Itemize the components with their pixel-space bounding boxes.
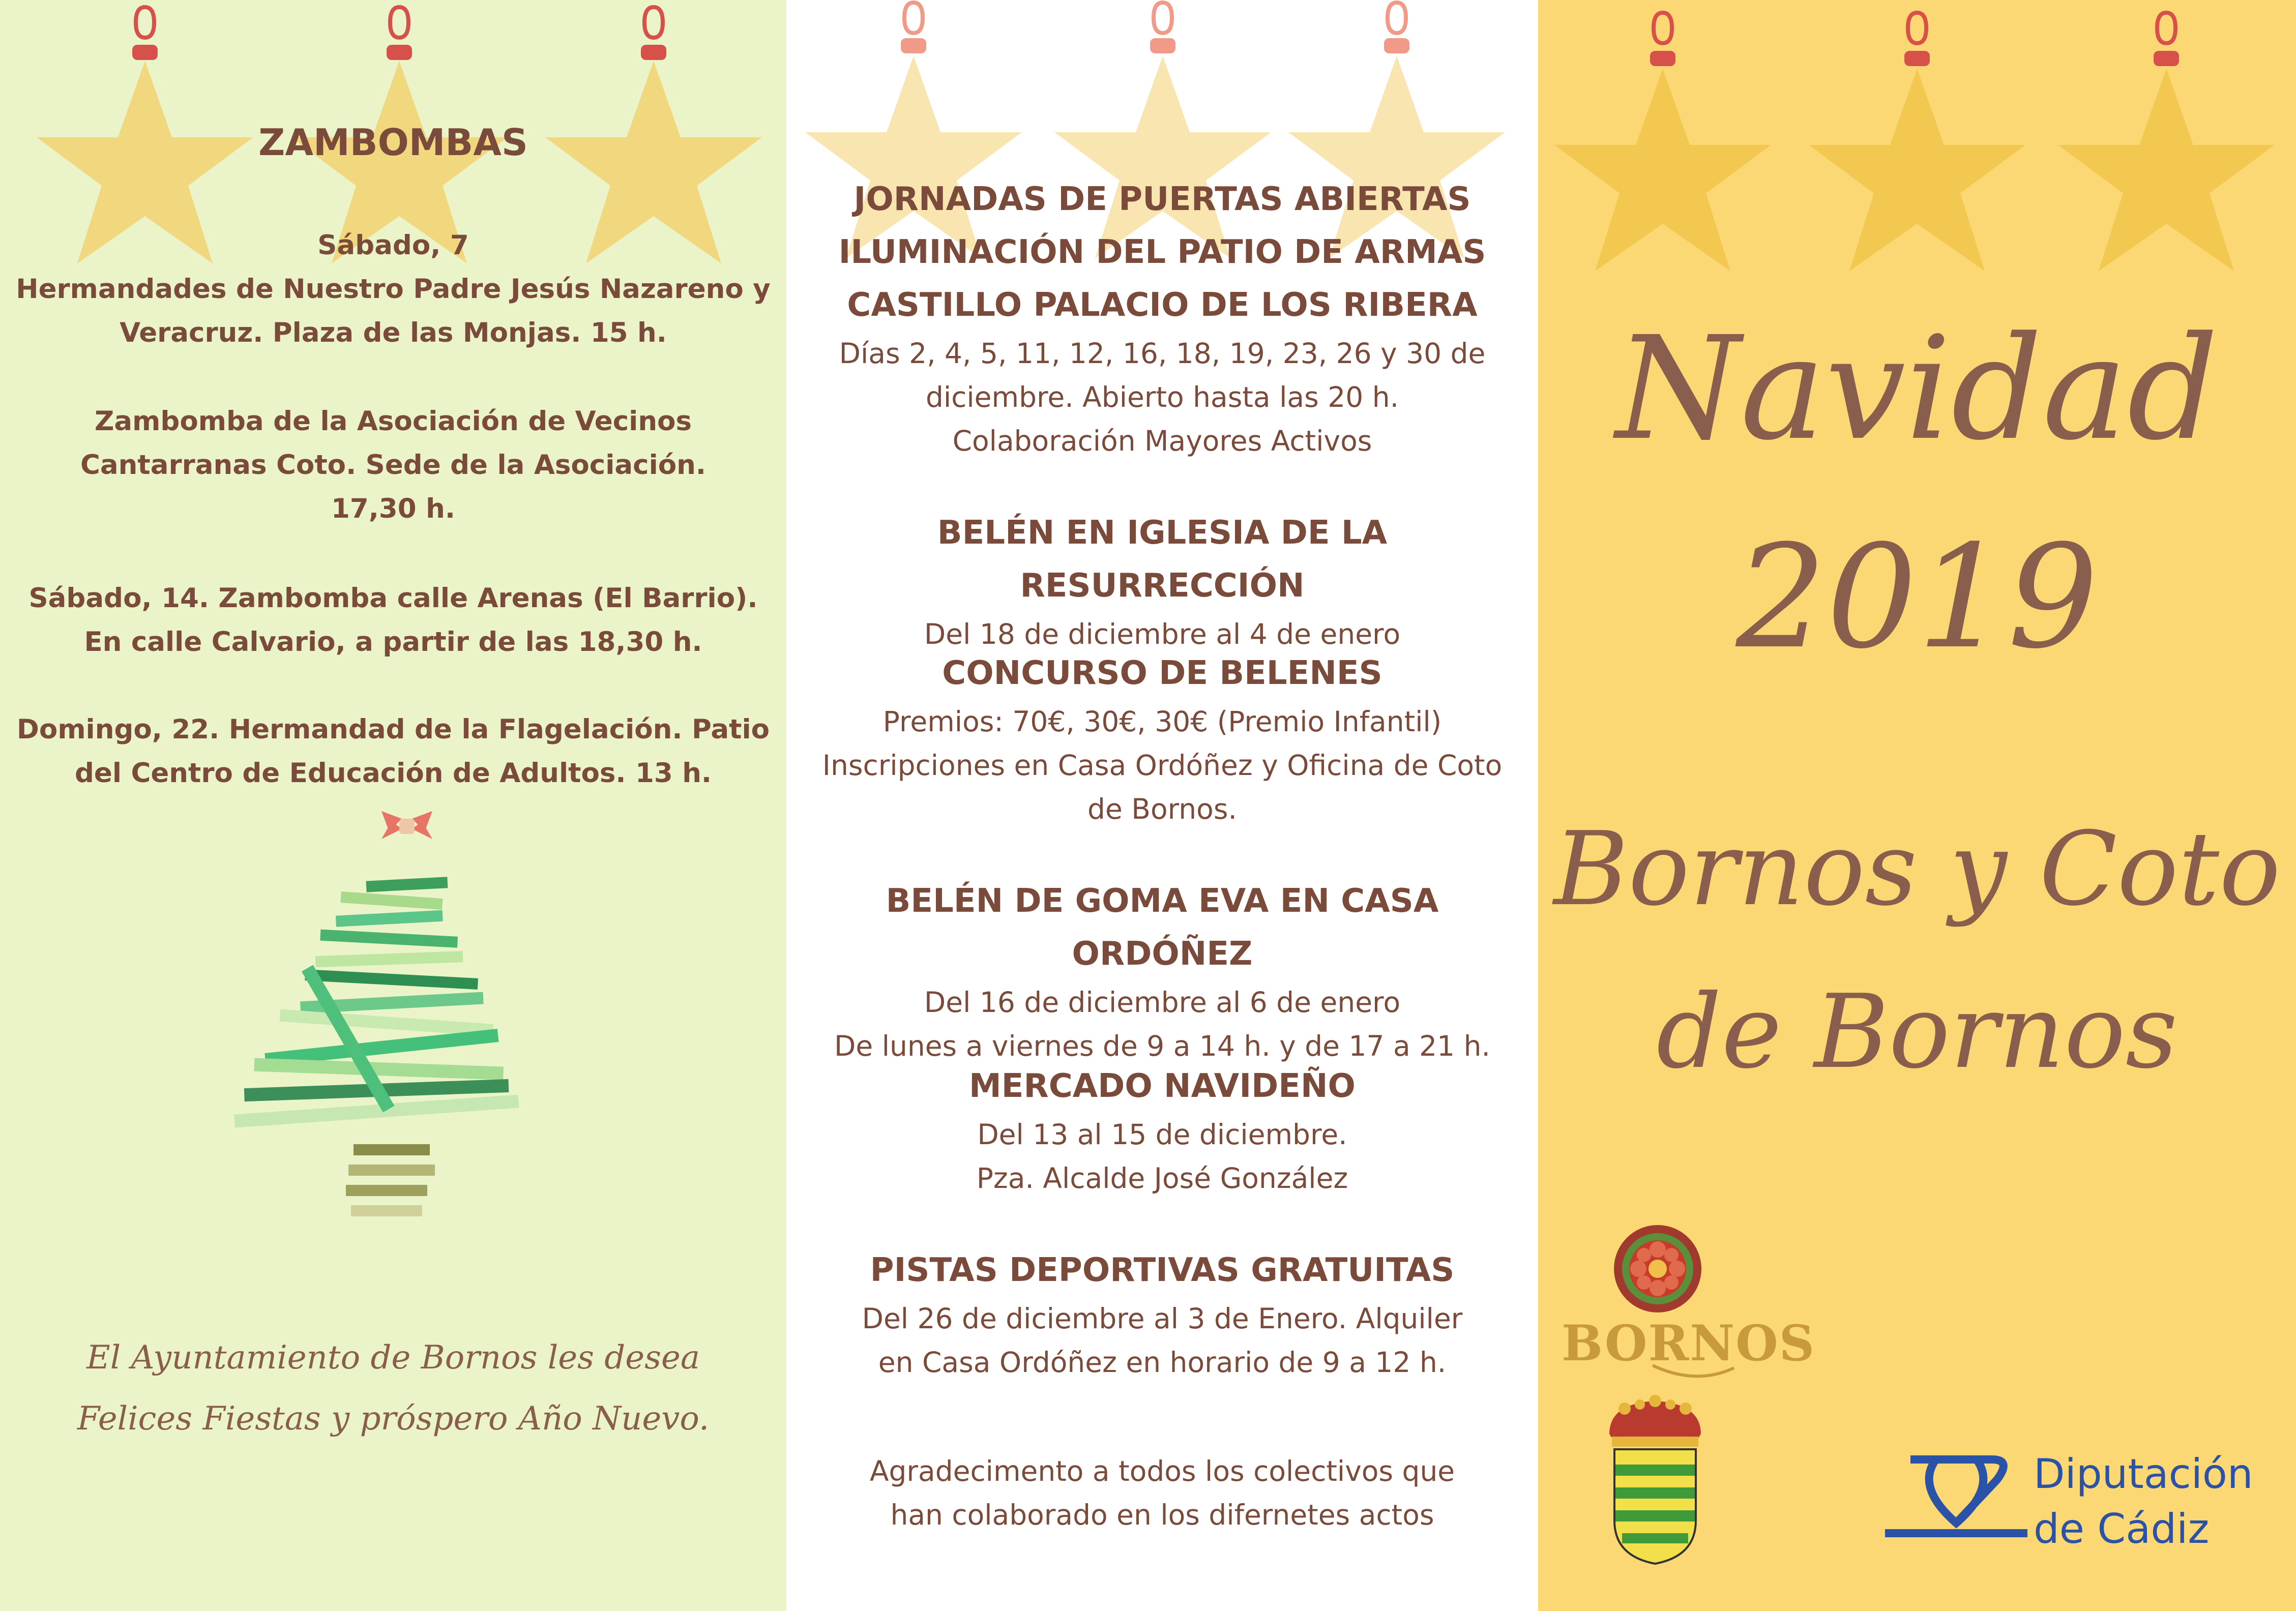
event-line: Días 2, 4, 5, 11, 12, 16, 18, 19, 23, 26 y 30 de (839, 337, 1486, 370)
event-pistas-deportivas (807, 1244, 1518, 1384)
event-line: diciembre. Abierto hasta las 20 h. (925, 381, 1399, 413)
bornos-swoosh-icon (1650, 1363, 1736, 1383)
event-line: Pza. Alcalde José González (976, 1162, 1348, 1195)
event-line: Inscripciones en Casa Ordóñez y Oficina de Coto (822, 749, 1503, 782)
zambomba-entry (10, 400, 776, 531)
event-mercado-navideno (807, 1060, 1518, 1200)
diputacion-name: Diputación (2034, 1450, 2253, 1498)
entry-line: Cantarranas Coto. Sede de la Asociación. (80, 450, 707, 481)
event-title: PISTAS DEPORTIVAS GRATUITAS (870, 1251, 1455, 1289)
event-title: ILUMINACIÓN DEL PATIO DE ARMAS (838, 233, 1486, 271)
event-line: en Casa Ordóñez en horario de 9 a 12 h. (878, 1346, 1447, 1379)
event-concurso-belenes (807, 647, 1518, 831)
event-line: Premios: 70€, 30€, 30€ (Premio Infantil) (882, 705, 1442, 738)
entry-line: En calle Calvario, a partir de las 18,30 h. (84, 626, 702, 658)
star-ornament-icon (1809, 13, 2025, 271)
right-panel (1538, 0, 2296, 1611)
entry-line: Zambomba de la Asociación de Vecinos (94, 406, 692, 437)
entry-line: 17,30 h. (331, 493, 455, 524)
event-title: BELÉN DE GOMA EVA EN CASA ORDÓÑEZ (886, 882, 1439, 973)
zambomba-entry (10, 708, 776, 795)
entry-line: del Centro de Educación de Adultos. 13 h. (74, 758, 712, 789)
event-title: BELÉN EN IGLESIA DE LA RESURRECCIÓN (937, 514, 1388, 605)
entry-line: Veracruz. Plaza de las Monjas. 15 h. (120, 317, 667, 348)
event-line: de Bornos. (1087, 793, 1237, 825)
zambomba-entry (10, 224, 776, 355)
left-panel (0, 0, 786, 1611)
event-line: De lunes a viernes de 9 a 14 h. y de 17 a 21 h. (834, 1030, 1490, 1062)
entry-line: Sábado, 14. Zambomba calle Arenas (El Barrio). (28, 583, 758, 614)
event-line: Del 26 de diciembre al 3 de Enero. Alquiler (862, 1302, 1463, 1335)
place-title: Bornos y Coto (1553, 810, 2281, 929)
event-title: MERCADO NAVIDEÑO (969, 1067, 1356, 1105)
event-title: JORNADAS DE PUERTAS ABIERTAS (853, 181, 1471, 218)
event-title: CASTILLO PALACIO DE LOS RIBERA (847, 286, 1478, 324)
thanks-line: Agradecimento a todos los colectivos que (869, 1455, 1455, 1487)
event-belen-goma-eva (807, 875, 1518, 1068)
event-line: Del 13 al 15 de diciembre. (977, 1118, 1347, 1151)
bornos-logo-text: BORNOS (1562, 1315, 1816, 1372)
section-title-zambombas: ZAMBOMBAS (258, 121, 528, 164)
star-ornaments (1538, 0, 2296, 315)
event-belen-iglesia (807, 506, 1518, 656)
greeting-message (20, 1327, 766, 1449)
christmas-tree-icon (214, 809, 570, 1292)
entry-line: Hermandades de Nuestro Padre Jesús Nazareno y (16, 274, 771, 305)
greeting-line: El Ayuntamiento de Bornos les desea (86, 1339, 700, 1377)
event-line: Colaboración Mayores Activos (952, 425, 1372, 457)
place-title: de Bornos (1656, 973, 2178, 1091)
bornos-rosette-logo-icon (1612, 1223, 1703, 1315)
zambomba-entry (10, 577, 776, 664)
event-line: Del 18 de diciembre al 4 de enero (924, 618, 1401, 650)
diputacion-logo-icon (1880, 1452, 2033, 1543)
entry-line: Sábado, 7 (317, 230, 469, 261)
entry-line: Domingo, 22. Hermandad de la Flagelación. Patio (16, 714, 770, 745)
thanks-line: han colaborado en los difernetes actos (890, 1499, 1434, 1531)
star-ornament-icon (1554, 13, 1771, 271)
event-line: Del 16 de diciembre al 6 de enero (924, 986, 1401, 1019)
main-title-year: 2019 (1735, 515, 2099, 680)
main-title: Navidad (1615, 306, 2219, 472)
diputacion-name: de Cádiz (2034, 1505, 2210, 1553)
greeting-line: Felices Fiestas y próspero Año Nuevo. (77, 1400, 710, 1438)
event-open-days (807, 173, 1518, 463)
coat-of-arms-icon (1594, 1393, 1716, 1566)
middle-panel (786, 0, 1538, 1611)
star-ornament-icon (2058, 13, 2275, 271)
thanks-message (807, 1449, 1518, 1537)
event-title: CONCURSO DE BELENES (942, 654, 1382, 692)
